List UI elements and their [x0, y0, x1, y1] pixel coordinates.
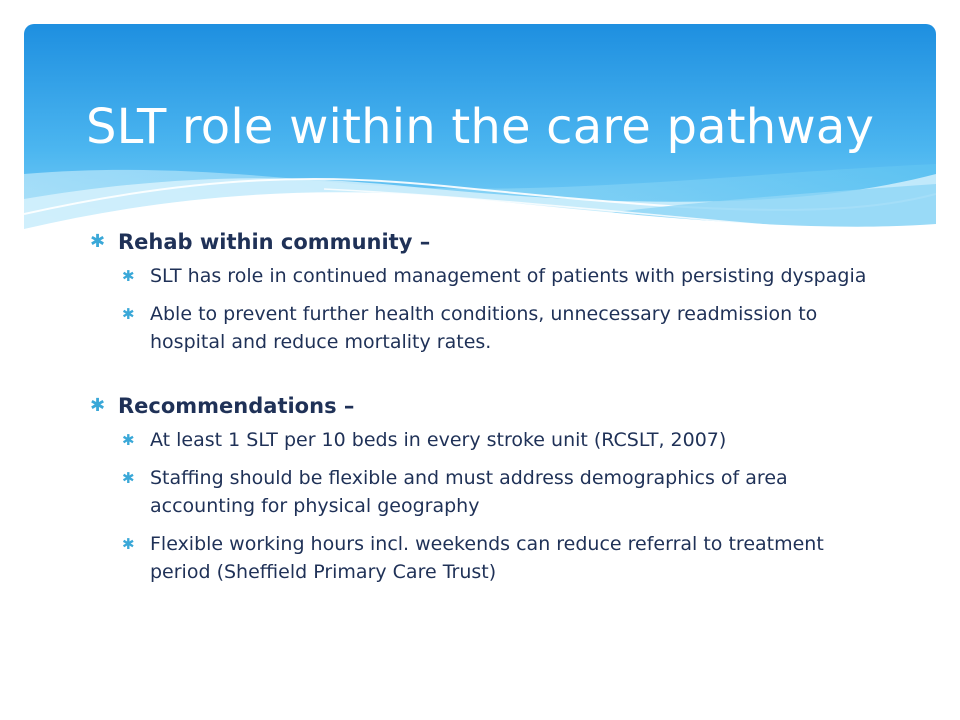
heading-text: Recommendations –	[118, 394, 355, 418]
asterisk-bullet-icon: ✱	[90, 395, 106, 416]
heading-text: Rehab within community –	[118, 230, 431, 254]
section-heading	[90, 226, 890, 258]
asterisk-bullet-icon: ✱	[122, 305, 135, 323]
list-item-text: Staffing should be flexible and must address demographics of area accounting for physical geography	[150, 467, 788, 517]
asterisk-bullet-icon: ✱	[122, 431, 135, 449]
list-item	[90, 426, 890, 454]
list-item-text: SLT has role in continued management of patients with persisting dyspagia	[150, 265, 867, 287]
asterisk-bullet-icon: ✱	[90, 231, 106, 252]
list-item-text: At least 1 SLT per 10 beds in every stroke unit (RCSLT, 2007)	[150, 429, 727, 451]
asterisk-bullet-icon: ✱	[122, 535, 135, 553]
asterisk-bullet-icon: ✱	[122, 267, 135, 285]
section-heading	[90, 390, 890, 422]
list-item	[90, 262, 890, 290]
title-banner	[24, 24, 936, 254]
asterisk-bullet-icon: ✱	[122, 469, 135, 487]
list-item	[90, 530, 890, 586]
list-item-text: Flexible working hours incl. weekends can reduce referral to treatment period (Sheffield Primary Care Trust)	[150, 533, 824, 583]
list-item	[90, 300, 890, 356]
slide-body	[90, 226, 890, 586]
section-rehab	[90, 226, 890, 356]
list-item	[90, 464, 890, 520]
section-recommendations	[90, 390, 890, 586]
slide-title: SLT role within the care pathway	[85, 99, 875, 155]
list-item-text: Able to prevent further health conditions, unnecessary readmission to hospital and reduce mortality rates.	[150, 303, 818, 353]
